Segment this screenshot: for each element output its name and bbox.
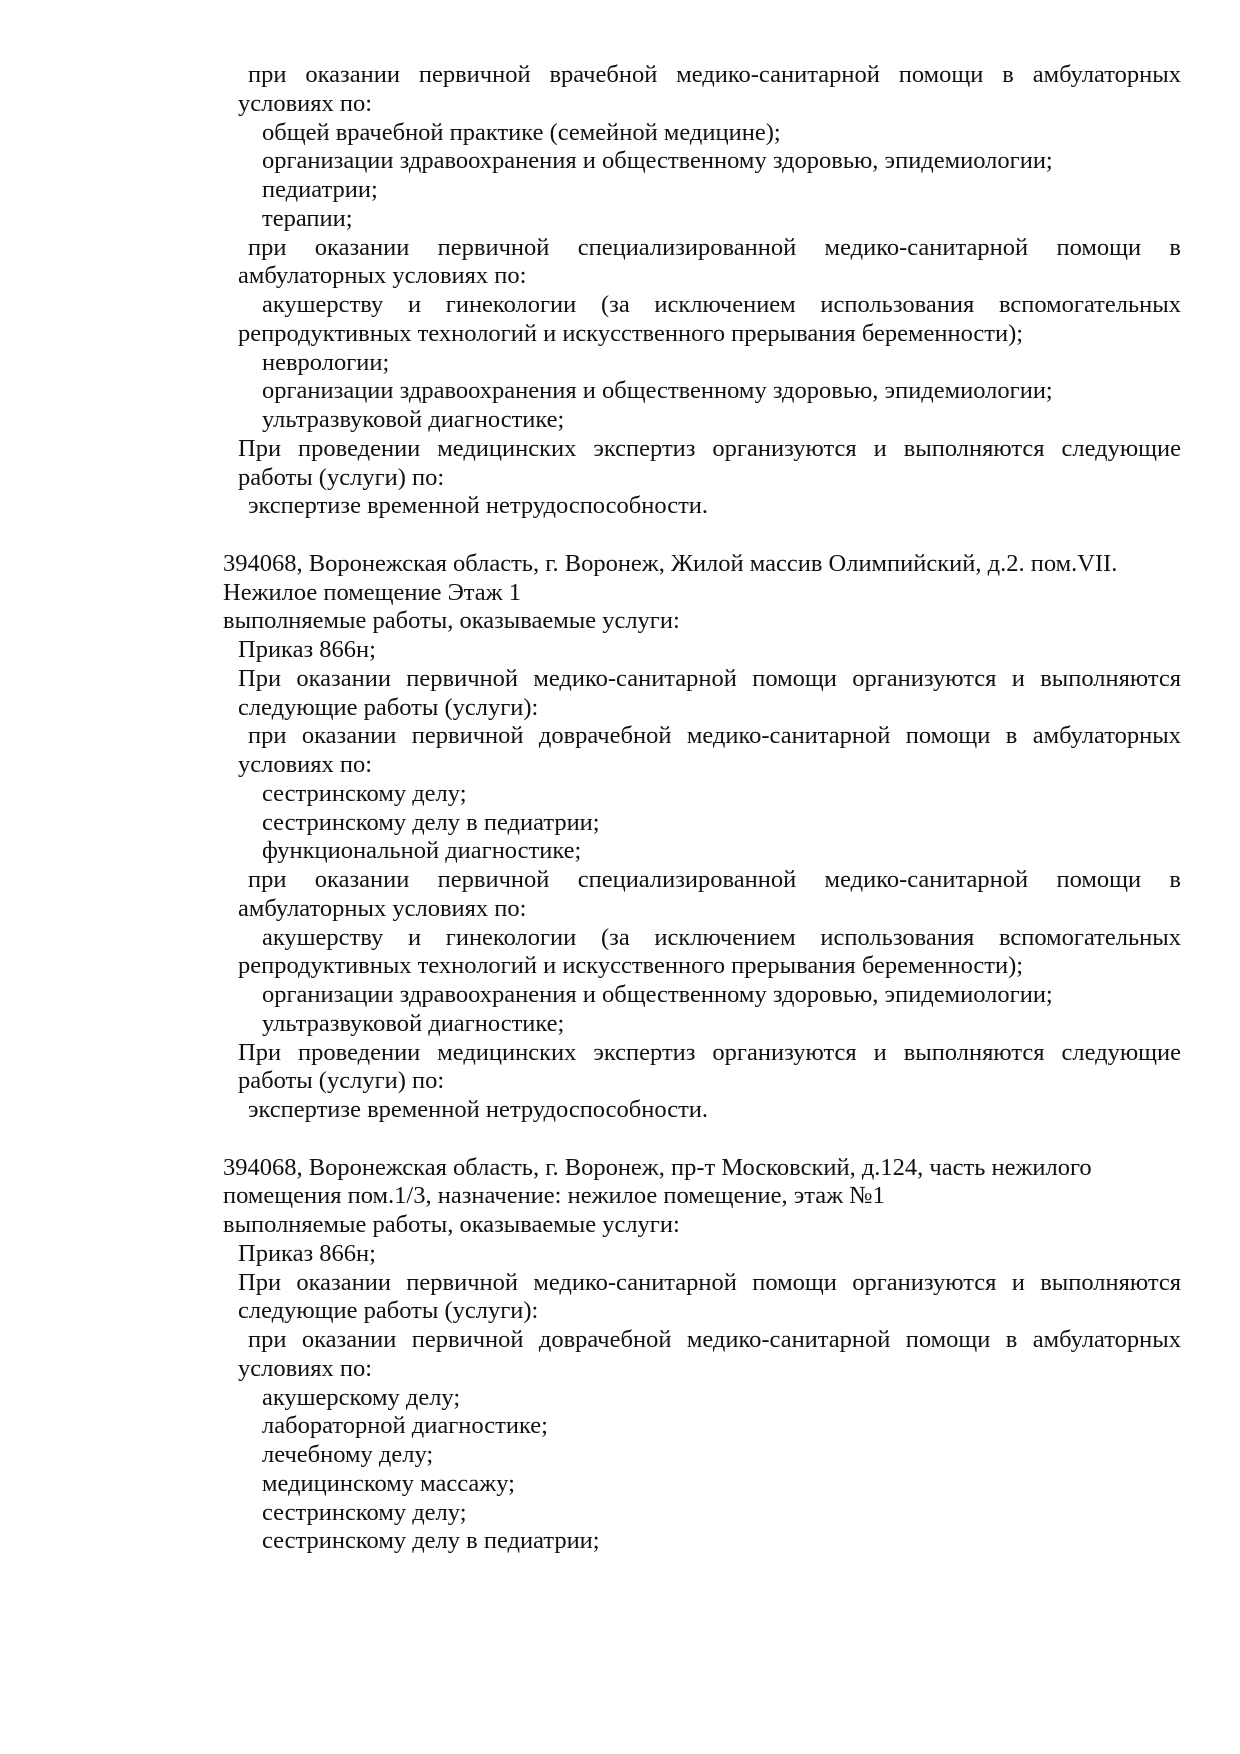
order-paragraph	[0, 636, 1240, 665]
text-line: сестринскому делу в педиатрии;	[262, 808, 600, 836]
clause-paragraph	[0, 722, 1240, 780]
text-line: лабораторной диагностике;	[262, 1412, 548, 1440]
text-line: При проведении медицинских экспертиз организуются и выполняются следующие	[238, 434, 1181, 462]
label-paragraph	[0, 1211, 1240, 1240]
clause-paragraph	[0, 866, 1240, 924]
text-line: Приказ 866н;	[238, 1239, 376, 1267]
item-paragraph	[0, 924, 1240, 982]
text-line: Приказ 866н;	[238, 636, 376, 663]
text-line: выполняемые работы, оказываемые услуги:	[223, 607, 680, 635]
text-line: общей врачебной практике (семейной медицине);	[262, 118, 781, 146]
text-line: Нежилое помещение Этаж 1	[223, 578, 521, 606]
section-gap	[0, 521, 1240, 550]
text-line: ультразвуковой диагностике;	[262, 406, 565, 433]
text-line: медицинскому массажу;	[262, 1469, 515, 1497]
text-line: сестринскому делу;	[262, 779, 467, 807]
section-gap	[0, 1125, 1240, 1154]
text-line: 394068, Воронежская область, г. Воронеж, Жилой массив Олимпийский, д.2. пом.VII.	[223, 549, 1118, 577]
text-line: условиях по:	[238, 751, 373, 778]
address-paragraph	[0, 550, 1240, 608]
text-line: педиатрии;	[262, 176, 378, 203]
text-line: репродуктивных технологий и искусственного прерывания беременности);	[238, 952, 1024, 980]
text-line: экспертизе временной нетрудоспособности.	[248, 1096, 709, 1123]
text-line: выполняемые работы, оказываемые услуги:	[223, 1211, 680, 1238]
text-line: акушерству и гинекологии (за исключением использования вспомогательных	[262, 291, 1181, 318]
item-paragraph	[0, 1527, 1240, 1556]
text-line: следующие работы (услуги):	[238, 693, 539, 721]
item-paragraph	[0, 377, 1240, 406]
text-line: акушерству и гинекологии (за исключением использования вспомогательных	[262, 923, 1181, 951]
item-paragraph	[0, 1384, 1240, 1413]
text-line: амбулаторных условиях по:	[238, 262, 527, 290]
item-paragraph	[0, 1010, 1240, 1039]
item-paragraph	[0, 291, 1240, 349]
text-line: При проведении медицинских экспертиз организуются и выполняются следующие	[238, 1038, 1181, 1066]
address-paragraph	[0, 1154, 1240, 1212]
text-line: При оказании первичной медико-санитарной помощи организуются и выполняются	[238, 1268, 1181, 1296]
order-paragraph	[0, 665, 1240, 723]
text-line: работы (услуги) по:	[238, 1067, 445, 1095]
clause-paragraph	[0, 1096, 1240, 1125]
item-paragraph	[0, 147, 1240, 176]
text-line: условиях по:	[238, 1354, 373, 1382]
text-line: организации здравоохранения и общественному здоровью, эпидемиологии;	[262, 377, 1053, 405]
text-line: При оказании первичной медико-санитарной помощи организуются и выполняются	[238, 664, 1181, 692]
text-line: работы (услуги) по:	[238, 463, 445, 491]
clause-paragraph	[0, 1326, 1240, 1384]
item-paragraph	[0, 1441, 1240, 1470]
order-paragraph	[0, 1039, 1240, 1097]
text-line: при оказании первичной специализированной медико-санитарной помощи в	[248, 866, 1181, 893]
order-paragraph	[0, 1269, 1240, 1327]
item-paragraph	[0, 349, 1240, 378]
text-line: при оказании первичной доврачебной медико-санитарной помощи в амбулаторных	[248, 1326, 1181, 1353]
address-section	[0, 1154, 1240, 1557]
item-paragraph	[0, 205, 1240, 234]
text-line: репродуктивных технологий и искусственного прерывания беременности);	[238, 319, 1024, 347]
text-line: организации здравоохранения и общественному здоровью, эпидемиологии;	[262, 147, 1053, 175]
text-line: при оказании первичной доврачебной медико-санитарной помощи в амбулаторных	[248, 722, 1181, 750]
text-line: при оказании первичной врачебной медико-санитарной помощи в амбулаторных	[248, 61, 1181, 88]
item-paragraph	[0, 809, 1240, 838]
text-line: условиях по:	[238, 89, 373, 117]
text-line: неврологии;	[262, 348, 390, 376]
address-section	[0, 61, 1240, 521]
text-line: сестринскому делу;	[262, 1498, 467, 1526]
text-line: при оказании первичной специализированной медико-санитарной помощи в	[248, 233, 1181, 261]
item-paragraph	[0, 406, 1240, 435]
text-line: функциональной диагностике;	[262, 837, 582, 865]
address-section	[0, 550, 1240, 1125]
text-line: следующие работы (услуги):	[238, 1297, 539, 1325]
order-paragraph	[0, 1240, 1240, 1269]
text-line: лечебному делу;	[262, 1441, 434, 1468]
text-line: амбулаторных условиях по:	[238, 894, 527, 922]
clause-paragraph	[0, 234, 1240, 292]
text-line: сестринскому делу в педиатрии;	[262, 1527, 600, 1555]
text-line: ультразвуковой диагностике;	[262, 1009, 565, 1037]
item-paragraph	[0, 1470, 1240, 1499]
clause-paragraph	[0, 492, 1240, 521]
text-line: организации здравоохранения и общественному здоровью, эпидемиологии;	[262, 981, 1053, 1008]
text-line: 394068, Воронежская область, г. Воронеж, пр-т Московский, д.124, часть нежилого	[223, 1153, 1092, 1181]
text-line: помещения пом.1/3, назначение: нежилое помещение, этаж №1	[223, 1182, 885, 1210]
text-line: терапии;	[262, 204, 353, 232]
item-paragraph	[0, 1412, 1240, 1441]
item-paragraph	[0, 837, 1240, 866]
document-body	[0, 61, 1240, 1556]
item-paragraph	[0, 981, 1240, 1010]
clause-paragraph	[0, 61, 1240, 119]
item-paragraph	[0, 780, 1240, 809]
text-line: экспертизе временной нетрудоспособности.	[248, 492, 709, 520]
item-paragraph	[0, 176, 1240, 205]
text-line: акушерскому делу;	[262, 1383, 461, 1411]
order-paragraph	[0, 435, 1240, 493]
item-paragraph	[0, 119, 1240, 148]
label-paragraph	[0, 607, 1240, 636]
item-paragraph	[0, 1499, 1240, 1528]
